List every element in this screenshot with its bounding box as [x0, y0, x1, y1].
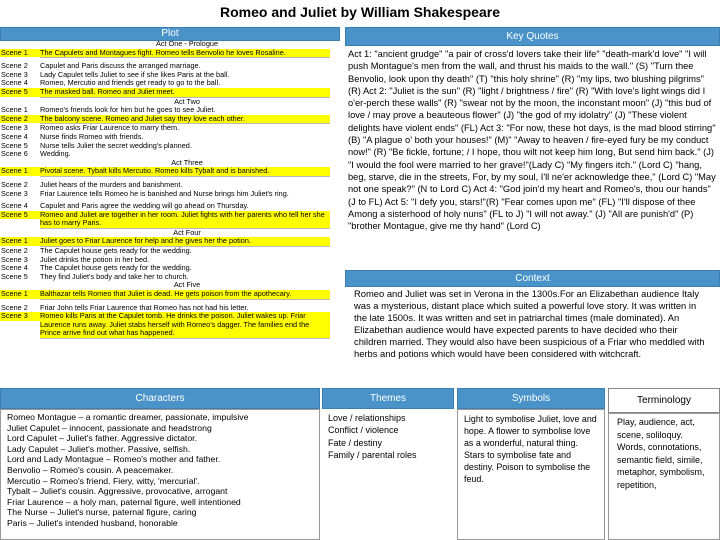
themes-list: [328, 412, 456, 462]
scene-row: [0, 273, 337, 282]
scene-label: Scene 4: [1, 263, 28, 273]
scene-label: Scene 3: [1, 69, 28, 79]
character-item: Romeo Montague – a romantic dreamer, passionate, impulsive: [7, 412, 249, 422]
terminology-box: [608, 413, 720, 540]
scene-row: [0, 290, 337, 300]
scene-summary: The Capulet house gets ready for the wedding.: [40, 263, 192, 273]
scene-label: Scene 1: [0, 290, 40, 299]
scene-label: Scene 3: [1, 254, 28, 264]
scene-summary: The Capulets and Montagues fight. Romeo tells Benvolio he loves Rosaline.: [40, 49, 330, 59]
symbols-header: Symbols: [457, 388, 605, 409]
scene-row: [0, 49, 337, 59]
character-item: Benvolio – Romeo's cousin. A peacemaker.: [7, 464, 174, 475]
scene-label: Scene 4: [1, 201, 28, 211]
scene-row: [0, 150, 337, 159]
act-heading: Act One - Prologue: [155, 39, 219, 48]
terminology-text: Play, audience, act, scene, soliloquy. Words, connotations, semantic field, simile, metaphor, symbolism, repetition,: [617, 417, 705, 490]
character-item: Tybalt – Juliet's cousin. Aggressive, provocative, arrogant: [7, 486, 228, 497]
scene-summary: Nurse tells Juliet the secret wedding's planned.: [40, 140, 192, 150]
character-item: Juliet Capulet – innocent, passionate and headstrong: [7, 422, 212, 433]
character-item: Paris – Juliet's intended husband, honorable: [7, 517, 178, 528]
scene-summary: Juliet goes to Friar Laurence for help and he gives her the potion.: [40, 237, 330, 247]
theme-item: Fate / destiny: [328, 437, 383, 448]
scene-row: [0, 167, 337, 177]
scene-summary: Juliet drinks the potion in her bed.: [40, 254, 150, 264]
act-heading: Act Three: [171, 157, 203, 167]
scene-label: Scene 5: [0, 88, 40, 97]
scene-row: [0, 190, 337, 199]
scene-row: [0, 312, 337, 339]
characters-box: [0, 409, 320, 540]
act-heading: Act Five: [173, 280, 201, 290]
theme-item: Conflict / violence: [328, 425, 399, 436]
themes-header: Themes: [322, 388, 454, 409]
character-item: Lady Capulet – Juliet's mother. Passive, selfish.: [7, 443, 191, 454]
scene-summary: Nurse finds Romeo with friends.: [40, 131, 144, 141]
scene-label: Scene 2: [1, 61, 28, 71]
scene-summary: Friar Laurence tells Romeo he is banished and Nurse brings him Juliet's ring.: [40, 188, 289, 198]
context-text: Romeo and Juliet was set in Verona in the 1300s.For an Elizabethan audience Italy was a mysterious, distant place which suited a powerful love story. It was written in the late 1500s. It was written and set in patriarchal times (male dominated). An Elizabethan audience would have expected parents to have decided who their children married. They would also have been suspicious of a Friar who meddled with herbs and potions which would have been considered with witchcraft.: [354, 288, 705, 359]
key-quotes-header: Key Quotes: [345, 27, 720, 46]
characters-header: Characters: [0, 388, 320, 409]
scene-label: Scene 3: [1, 188, 28, 198]
scene-label: Scene 4: [1, 131, 28, 141]
character-item: Friar Laurence – a holy man, paternal figure, well intentioned: [7, 496, 241, 507]
scene-summary: Pivotal scene. Tybalt kills Mercutio. Romeo kills Tybalt and is banished.: [40, 167, 330, 177]
context-header: Context: [345, 270, 720, 287]
scene-summary: The masked ball. Romeo and Juliet meet.: [40, 88, 330, 98]
page-title: Romeo and Juliet by William Shakespeare: [220, 4, 500, 20]
scene-label: Scene 3: [1, 123, 28, 133]
scene-summary: Friar John tells Friar Laurence that Romeo has not had his letter.: [40, 302, 249, 312]
scene-summary: Wedding.: [40, 149, 71, 159]
scene-row: [0, 211, 337, 229]
scene-summary: The Capulet house gets ready for the wedding.: [40, 246, 192, 256]
scene-row: [0, 88, 337, 98]
scene-summary: Romeo and Juliet are together in her room. Juliet fights with her parents who tell her she has to marry Paris.: [40, 211, 330, 229]
scene-summary: Romeo, Mercutio and friends get ready to go to the ball.: [40, 78, 221, 88]
scene-summary: Capulet and Paris agree the wedding will go ahead on Thursday.: [40, 201, 249, 211]
scene-summary: Balthazar tells Romeo that Juliet is dead. He gets poison from the apothecary.: [40, 290, 330, 300]
character-item: Lord and Lady Montague – Romeo's mother and father.: [7, 454, 221, 465]
scene-label: Scene 2: [1, 179, 28, 189]
scene-label: Scene 1: [0, 167, 40, 176]
scene-summary: They find Juliet's body and take her to church.: [40, 271, 189, 281]
scene-summary: Juliet hears of the murders and banishment.: [40, 179, 183, 189]
scene-label: Scene 5: [1, 140, 28, 150]
character-item: Lord Capulet – Juliet's father. Aggressive dictator.: [7, 433, 197, 444]
scene-summary: Romeo kills Paris at the Capulet tomb. He drinks the poison. Juliet wakes up. Friar Laurence runs away. Juliet stabs herself with Romeo's dagger. The families end the Prince arrive find out what has happened.: [40, 312, 330, 339]
scene-label: Scene 1: [1, 105, 28, 115]
act-heading: Act Four: [173, 227, 201, 237]
plot-header: Plot: [0, 27, 340, 41]
scene-summary: Romeo asks Friar Laurence to marry them.: [40, 123, 180, 133]
scene-label: Scene 1: [0, 237, 40, 246]
scene-summary: Lady Capulet tells Juliet to see if she likes Paris at the ball.: [40, 69, 230, 79]
plot-panel: [0, 40, 337, 379]
theme-item: Love / relationships: [328, 413, 406, 423]
scene-label: Scene 5: [0, 211, 40, 220]
character-item: Mercutio – Romeo's friend. Fiery, witty, 'mercurial'.: [7, 475, 200, 486]
scene-summary: Capulet and Paris discuss the arranged marriage.: [40, 61, 201, 71]
scene-label: Scene 6: [1, 149, 28, 159]
scene-label: Scene 1: [0, 49, 40, 58]
theme-item: Family / parental roles: [328, 450, 417, 461]
symbols-box: [457, 409, 605, 540]
act-heading: Act Two: [174, 96, 200, 106]
scene-label: Scene 2: [0, 115, 40, 124]
scene-summary: Romeo's friends look for him but he goes to see Juliet.: [40, 105, 216, 115]
scene-summary: The balcony scene. Romeo and Juliet say they love each other.: [40, 115, 330, 125]
scene-label: Scene 4: [1, 78, 28, 88]
symbols-text: Light to symbolise Juliet, love and hope. A flower to symbolise love as a wonderful, natural thing. Stars to symbolise fate and destiny. Poison to symbolise the feud.: [464, 414, 597, 484]
scene-label: Scene 5: [1, 271, 28, 281]
key-quotes-text: Act 1: "ancient grudge" "a pair of cross'd lovers take their life" "death-mark'd love" "I will push Montague's men from the wall, and thrust his maids to the wall." (S) "Turn thee Benvolio, look upon thy death" (T) "this holy shrine" (R) "my lips, two blushing pilgrims" (R) Act 2: "Juliet is the sun" (R) "light / brightness / fire" (R) "With love's light wings did I o'er-perch these walls" (R) "swear not by the moon, the inconstant moon" (J) "this bud of love / may prove a beauteous flower" (J) "the god of my idolatry" (J) "These violent delights have violent ends" (FL) Act 3: "For now, these hot days, is the mad blood stirring" (B) "A plague o' both your houses!" (M)" "Away to heaven / fire-eyed fury be my conduct now!" (R) "Be fickle, fortune; / I hope, thou wilt not keep him long, But send him back." (J) "I would the fool were married to her grave!"(Lady C) "My fingers itch." (Lord C) "hang, beg, starve, die in the streets, For, by my soul, I'll ne'er acknowledge thee," (Lord C) "May not one speak?" (N to Lord C) Act 4: "God join'd my heart and Romeo's, thou our hands" (J to FL) Act 5: "I defy you, stars!"(R) "Fear comes upon me" (FL) "I'll dispose of thee Among a sisterhood of holy nuns" (FL to J) "I will not away." (J) "All are punish'd" (P) "brother Montague, give me thy hand" (Lord C): [348, 49, 716, 232]
scene-label: Scene 2: [1, 302, 28, 312]
scene-label: Scene 3: [0, 312, 40, 321]
terminology-header: Terminology: [608, 388, 720, 413]
character-item: The Nurse – Juliet's nurse, paternal figure, caring: [7, 507, 197, 518]
scene-label: Scene 2: [1, 246, 28, 256]
